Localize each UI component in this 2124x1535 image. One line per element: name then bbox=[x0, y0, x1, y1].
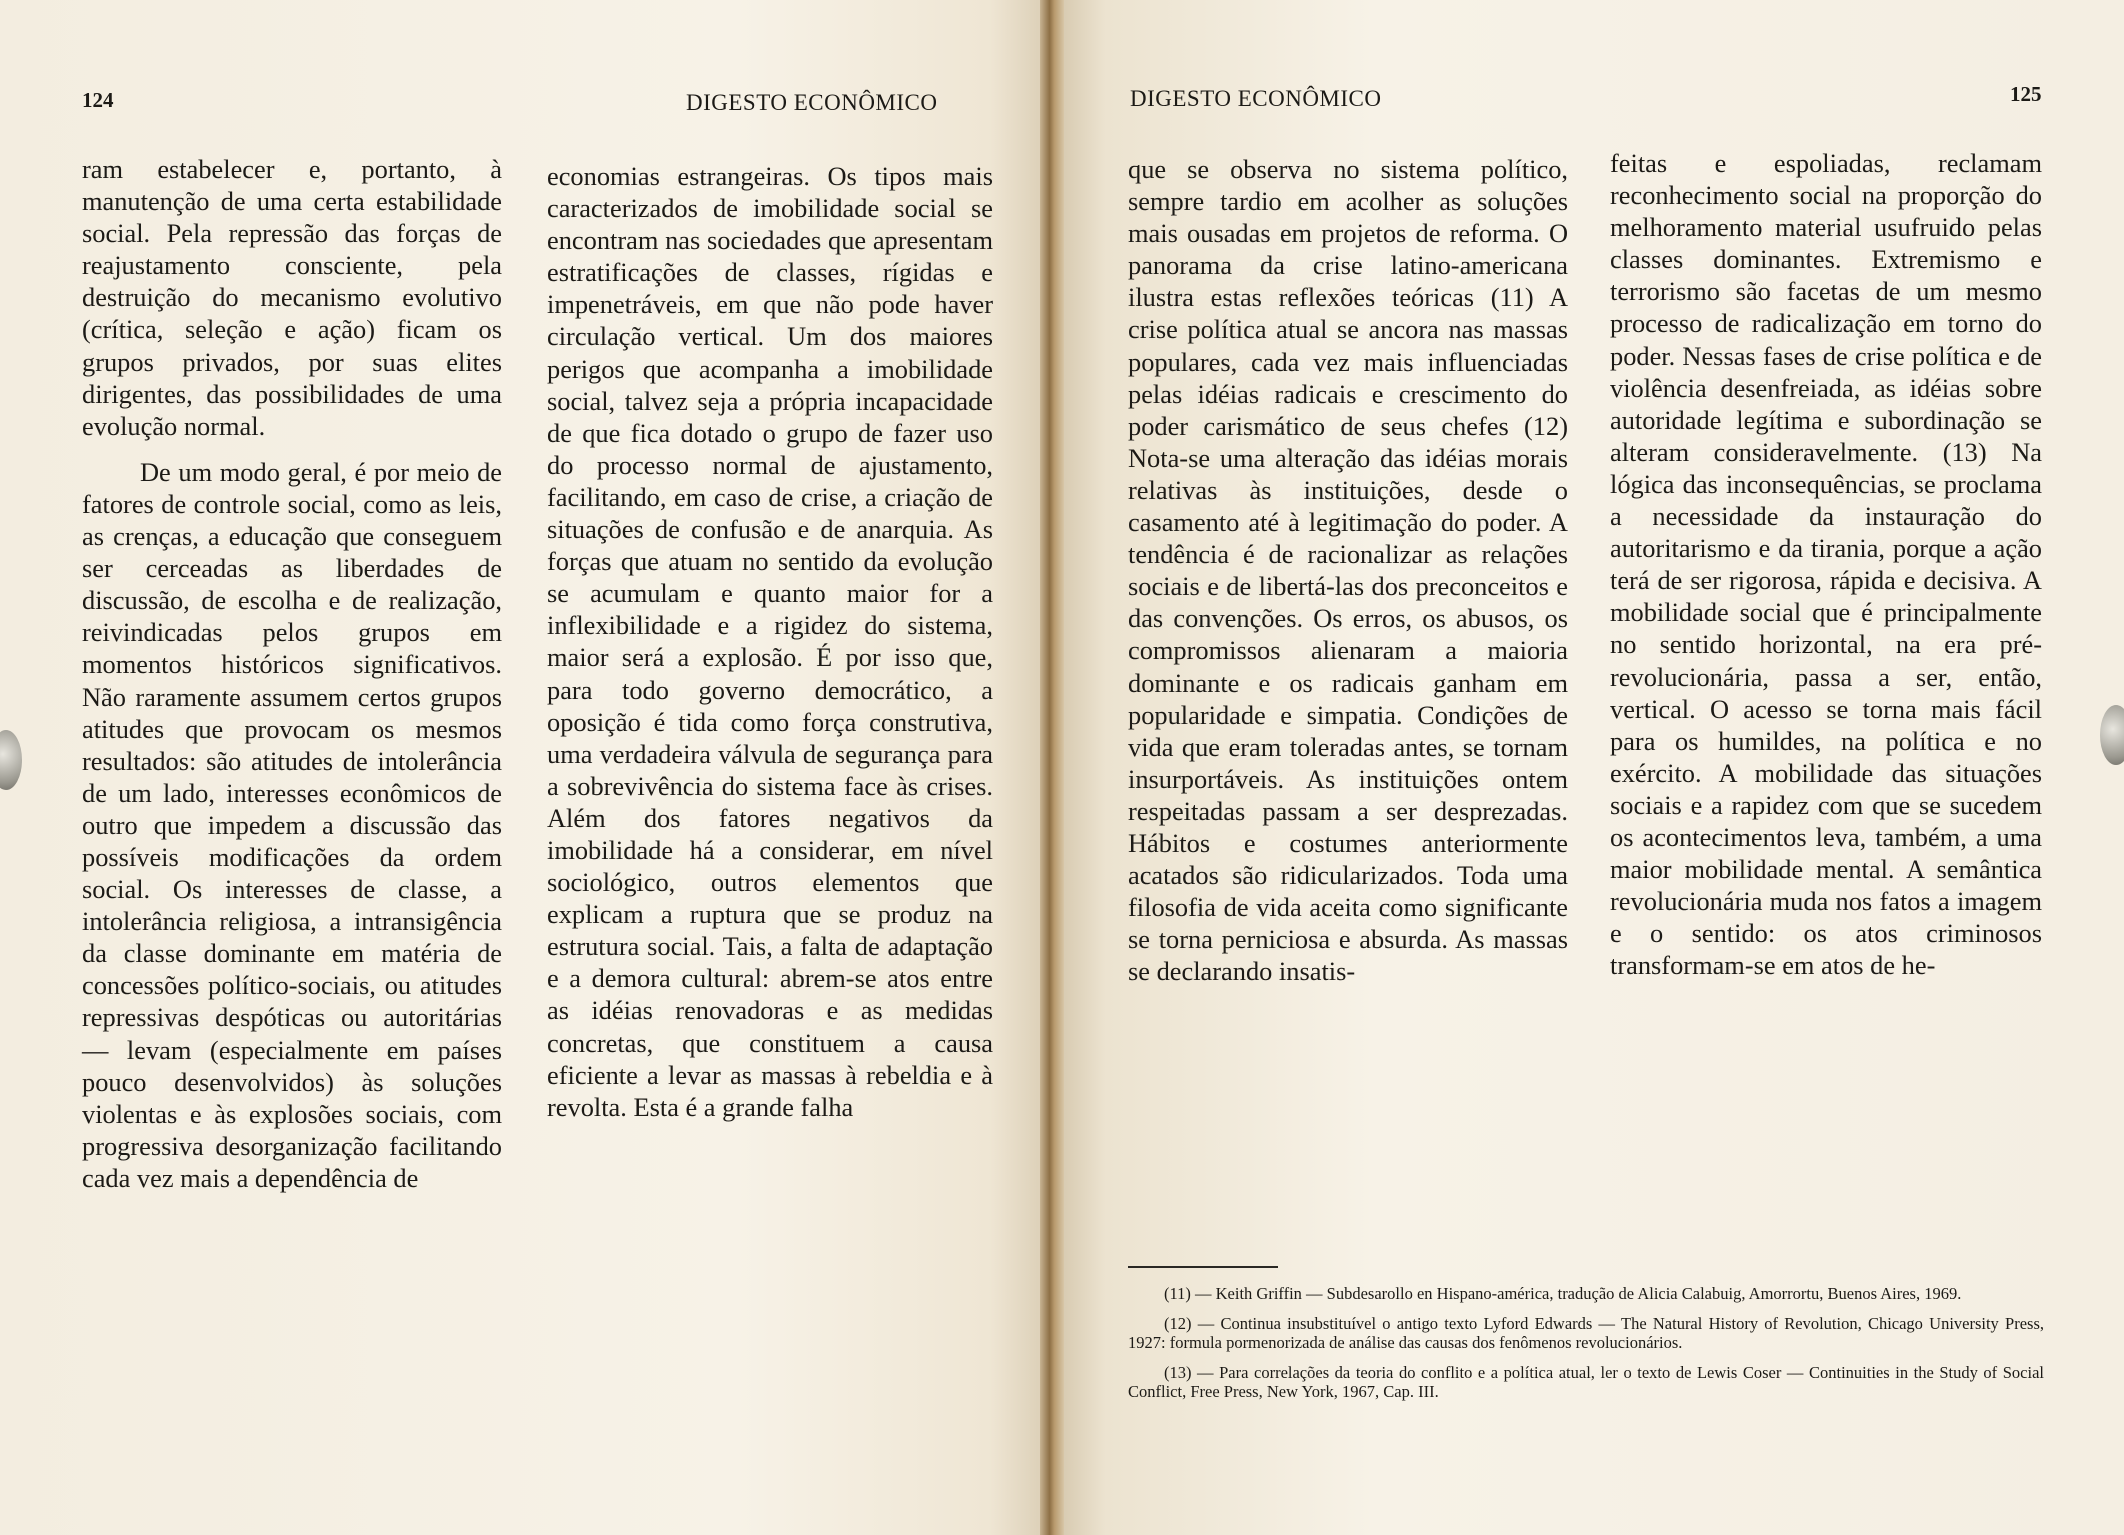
paragraph: que se observa no sistema político, sempre tardio em acolher as soluções mais ousadas em projetos de reforma. O panorama da crise latino-americana ilustra estas reflexões teóricas (11) A crise política atual se ancora nas massas populares, cada vez mais influenciadas pelas idéias radicais e crescimento do poder carismático de seus chefes (12) Nota-se uma alteração das idéias morais relativas às instituições, desde o casamento até à legitimação do poder. A tendência é de racionalizar as relações sociais e de libertá-las dos preconceitos e das convenções. Os erros, os abusos, os compromissos alienaram a maioria dominante e os radicais ganham em popularidade e simpatia. Condições de vida que eram toleradas antes, se tornam insurportáveis. As instituições ontem respeitadas passam a ser desprezadas. Hábitos e costumes anteriormente acatados são ridicularizados. Toda uma filosofia de vida aceita como significante se torna perniciosa e absurda. As massas se declarando insatis- bbox=[1128, 154, 1568, 987]
page-number-left: 124 bbox=[82, 88, 114, 112]
book-gutter bbox=[1040, 0, 1064, 1535]
footnote-11: (11) — Keith Griffin — Subdesarollo en Hispano-américa, tradução de Alicia Calabuig, Amorrortu, Buenos Aires, 1969. bbox=[1164, 1284, 1962, 1303]
running-head-right: DIGESTO ECONÔMICO bbox=[1130, 86, 1382, 111]
paragraph: ram estabelecer e, portanto, à manutenção de uma certa estabilidade social. Pela repressão das forças de reajustamento consciente, pela destruição do mecanismo evolutivo (crítica, seleção e ação) ficam os grupos privados, por suas elites dirigentes, das possibilidades de uma evolução normal. bbox=[82, 154, 502, 441]
footnotes bbox=[1128, 1284, 2044, 1412]
paragraph: feitas e espoliadas, reclamam reconhecimento social na proporção do melhoramento material usufruido pelas classes dominantes. Extremismo e terrorismo são facetas de um mesmo processo de radicalização em torno do poder. Nessas fases de crise política e de violência desenfreiada, as idéias sobre autoridade legítima e subordinação se alteram consideravelmente. (13) Na lógica das inconsequências, se proclama a necessidade da instauração do autoritarismo e da tirania, porque a ação terá de ser rigorosa, rápida e decisiva. A mobilidade social que é principalmente no sentido horizontal, na era pré-revolucionária, passa a ser, então, vertical. O acesso se torna mais fácil para os humildes, na política e no exército. A mobilidade das situações sociais e a rapidez com que se sucedem os acontecimentos leva, também, a uma maior mobilidade mental. A semântica revolucionária muda nos fatos a imagem e o sentido: os atos criminosos transformam-se em atos de he- bbox=[1610, 148, 2042, 981]
paragraph: economias estrangeiras. Os tipos mais caracterizados de imobilidade social se encontram nas sociedades que apresentam estratificações de classes, rígidas e impenetráveis, em que não pode haver circulação vertical. Um dos maiores perigos que acompanha a imobilidade social, talvez seja a própria incapacidade de que fica dotado o grupo de fazer uso do processo normal de ajustamento, facilitando, em caso de crise, a criação de situações de confusão e de anarquia. As forças que atuam no sentido da evolução se acumulam e quanto maior for a inflexibilidade e a rigidez do sistema, maior será a explosão. É por isso que, para todo governo democrático, a oposição é tida como força construtiva, uma verdadeira válvula de segurança para a sobrevivência do sistema face às crises. Além dos fatores negativos da imobilidade há a considerar, em nível sociológico, outros elementos que explicam a ruptura que se produz na estrutura social. Tais, a falta de adaptação e a demora cultural: abrem-se atos entre as idéias renovadoras e as medidas concretas, que constituem a causa eficiente a levar as massas à rebeldia e à revolta. Esta é a grande falha bbox=[547, 161, 993, 1122]
running-head-left: DIGESTO ECONÔMICO bbox=[686, 90, 938, 115]
right-column-1 bbox=[1128, 153, 1568, 987]
footnote-rule bbox=[1128, 1266, 1278, 1268]
page-number-right: 125 bbox=[2010, 82, 2042, 106]
left-column-2 bbox=[547, 160, 993, 1123]
paragraph: De um modo geral, é por meio de fatores de controle social, como as leis, as crenças, a educação que conseguem ser cerceadas as liberdades de discussão, de escolha e de realização, reivindicadas pelos grupos em momentos históricos significativos. Não raramente assumem certos grupos atitudes que provocam os mesmos resultados: são atitudes de intolerância de um lado, interesses econômicos de outro que impedem a discussão das possíveis modificações da ordem social. Os interesses de classe, a intolerância religiosa, a intransigência da classe dominante em matéria de concessões político-sociais, ou atitudes repressivas despóticas ou autoritárias — levam (especialmente em países pouco desenvolvidos) às soluções violentas e às explosões sociais, com progressiva desorganização facilitando cada vez mais a dependência de bbox=[82, 456, 502, 1193]
left-page bbox=[0, 0, 1052, 1535]
footnote-12: (12) — Continua insubstituível o antigo texto Lyford Edwards — The Natural History of Revolution, Chicago University Press, 1927: formula pormenorizada de análise das causas dos fenômenos revolucionários. bbox=[1128, 1313, 2044, 1352]
footnote-13: (13) — Para correlações da teoria do conflito e a política atual, ler o texto de Lewis Coser — Continuities in the Study of Social Conflict, Free Press, New York, 1967, Cap. III. bbox=[1128, 1362, 2044, 1401]
right-column-2 bbox=[1610, 147, 2042, 981]
binder-clip-icon bbox=[2100, 705, 2124, 765]
left-column-1 bbox=[82, 153, 502, 1194]
